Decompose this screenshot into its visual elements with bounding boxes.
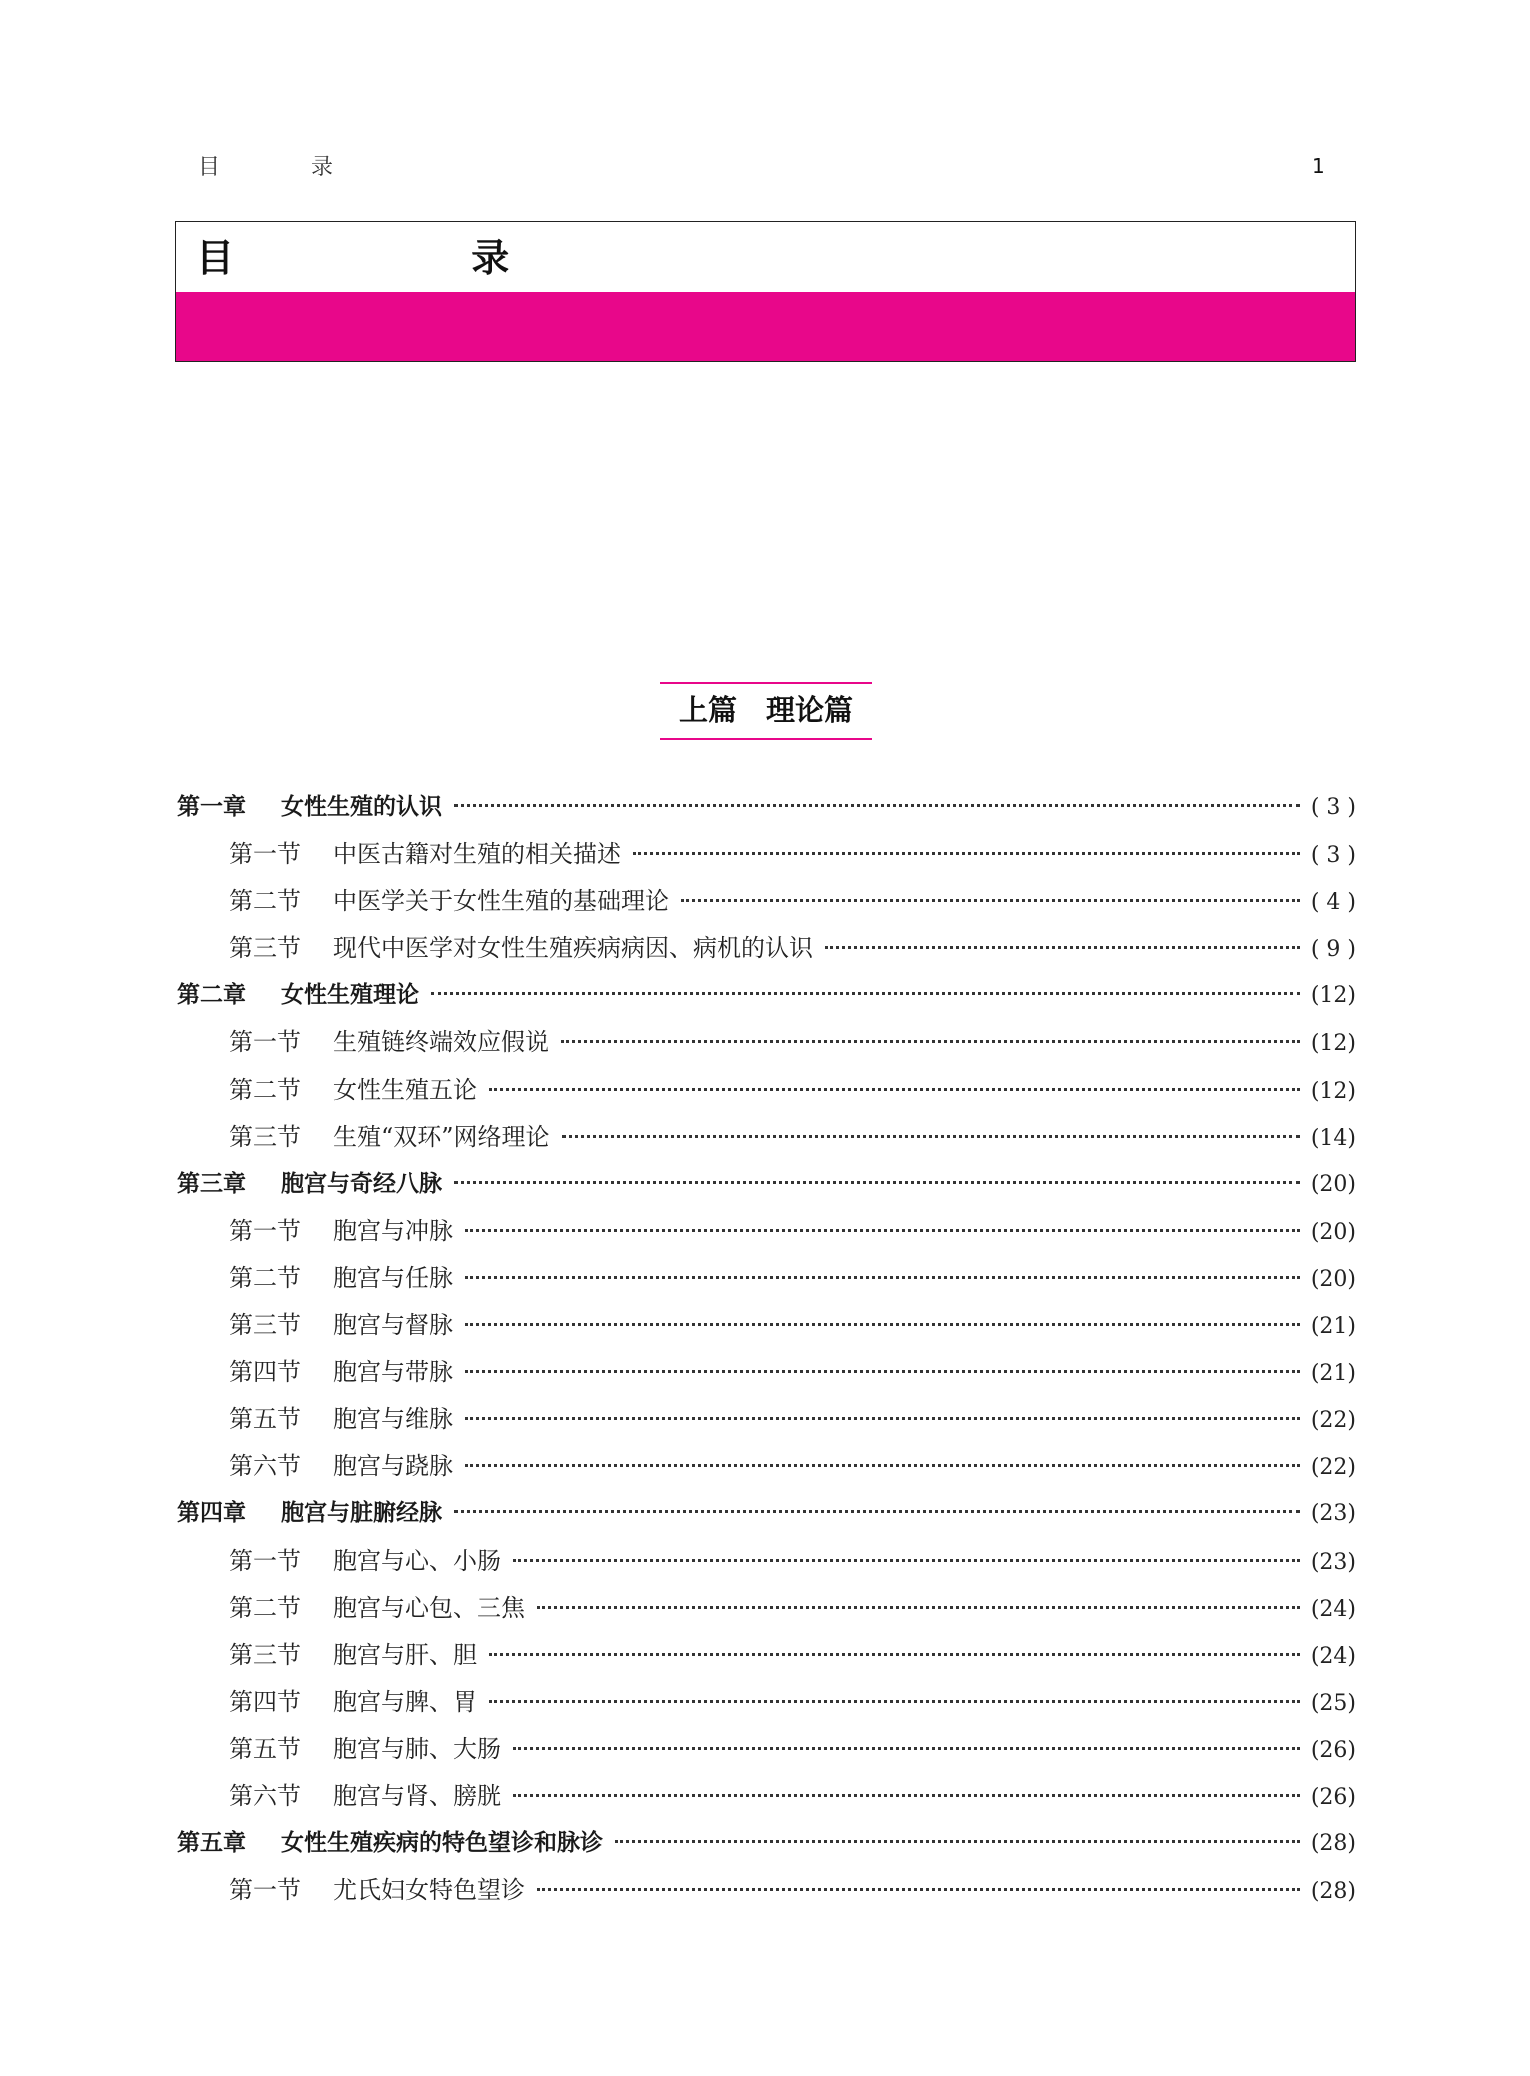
toc-entry-number: 第四章 (177, 1500, 246, 1527)
toc-entry-page: (12) (1310, 1031, 1356, 1057)
dot-leader (465, 1464, 1300, 1467)
dot-leader (454, 1510, 1300, 1513)
toc-entry-page: (12) (1310, 1078, 1356, 1104)
toc-entry-page: (14) (1310, 1125, 1356, 1151)
toc-chapter-entry[interactable] (177, 1820, 1356, 1867)
toc-entry-number: 第五节 (229, 1405, 301, 1434)
toc-section-entry[interactable] (177, 1632, 1356, 1679)
toc-section-entry[interactable] (177, 1867, 1356, 1914)
toc-entry-title: 尤氏妇女特色望诊 (333, 1876, 525, 1905)
toc-chapter-entry[interactable] (177, 784, 1356, 831)
toc-entry-number: 第三节 (229, 1122, 301, 1151)
dot-leader (489, 1088, 1300, 1091)
toc-entry-page: (22) (1310, 1408, 1356, 1434)
toc-entry-page: ( 3 ) (1310, 843, 1356, 869)
toc-section-entry[interactable] (177, 878, 1356, 925)
toc-section-entry[interactable] (177, 1585, 1356, 1632)
toc-entry-title: 现代中医学对女性生殖疾病病因、病机的认识 (333, 934, 813, 963)
toc-entry-number: 第三章 (177, 1170, 246, 1197)
toc-entry-title: 胞宫与肝、胆 (333, 1640, 477, 1669)
toc-entry-title: 胞宫与肺、大肠 (333, 1734, 501, 1763)
dot-leader (513, 1794, 1300, 1797)
title-color-band (176, 292, 1355, 361)
toc-section-entry[interactable] (177, 1726, 1356, 1773)
toc-entry-number: 第四节 (229, 1687, 301, 1716)
dot-leader (537, 1606, 1300, 1609)
toc-entry-page: (21) (1310, 1361, 1356, 1387)
toc-entry-number: 第四节 (229, 1358, 301, 1387)
toc-entry-number: 第一节 (229, 840, 301, 869)
toc-entry-title: 胞宫与任脉 (333, 1263, 453, 1292)
toc-section-entry[interactable] (177, 1019, 1356, 1066)
toc-section-entry[interactable] (177, 925, 1356, 972)
dot-leader (537, 1888, 1300, 1891)
dot-leader (633, 852, 1300, 855)
dot-leader (465, 1276, 1300, 1279)
toc-entry-page: (20) (1310, 1219, 1356, 1245)
toc-section-entry[interactable] (177, 1067, 1356, 1114)
toc-entry-title: 胞宫与心包、三焦 (333, 1593, 525, 1622)
toc-entry-number: 第一节 (229, 1876, 301, 1905)
dot-leader (489, 1700, 1300, 1703)
toc-entry-title: 胞宫与带脉 (333, 1358, 453, 1387)
toc-entry-number: 第一章 (177, 794, 246, 820)
dot-leader (454, 804, 1300, 807)
toc-entry-title: 女性生殖疾病的特色望诊和脉诊 (281, 1830, 603, 1857)
toc-section-entry[interactable] (177, 1396, 1356, 1443)
toc-entry-page: (25) (1310, 1690, 1356, 1716)
dot-leader (431, 992, 1300, 995)
toc-entry-title: 胞宫与心、小肠 (333, 1546, 501, 1575)
dot-leader (562, 1135, 1300, 1138)
dot-leader (561, 1040, 1300, 1043)
toc-section-entry[interactable] (177, 1114, 1356, 1161)
running-head-title: 目 录 (198, 155, 375, 180)
toc-entry-page: (28) (1310, 1831, 1356, 1857)
toc-entry-title: 胞宫与脾、胃 (333, 1687, 477, 1716)
toc-section-entry[interactable] (177, 1443, 1356, 1490)
toc-section-entry[interactable] (177, 831, 1356, 878)
toc-entry-number: 第三节 (229, 934, 301, 963)
toc-entry-number: 第五章 (177, 1830, 246, 1857)
dot-leader (513, 1747, 1300, 1750)
toc-entry-title: 女性生殖五论 (333, 1075, 477, 1104)
toc-entry-page: (24) (1310, 1596, 1356, 1622)
toc-entry-title: 胞宫与奇经八脉 (281, 1170, 442, 1197)
toc-entry-title: 胞宫与维脉 (333, 1405, 453, 1434)
toc-chapter-entry[interactable] (177, 1490, 1356, 1537)
toc-list (177, 784, 1356, 1914)
toc-entry-page: (22) (1310, 1455, 1356, 1481)
toc-entry-title: 胞宫与跷脉 (333, 1452, 453, 1481)
toc-entry-number: 第一节 (229, 1216, 301, 1245)
toc-section-entry[interactable] (177, 1538, 1356, 1585)
dot-leader (465, 1323, 1300, 1326)
dot-leader (489, 1653, 1300, 1656)
toc-entry-title: 胞宫与肾、膀胱 (333, 1781, 501, 1810)
toc-chapter-entry[interactable] (177, 972, 1356, 1019)
toc-section-entry[interactable] (177, 1208, 1356, 1255)
dot-leader (465, 1417, 1300, 1420)
toc-entry-number: 第二节 (229, 1593, 301, 1622)
toc-section-entry[interactable] (177, 1349, 1356, 1396)
toc-section-entry[interactable] (177, 1773, 1356, 1820)
toc-entry-page: (21) (1310, 1314, 1356, 1340)
toc-entry-page: ( 3 ) (1310, 795, 1356, 820)
toc-entry-page: (20) (1310, 1266, 1356, 1292)
toc-entry-number: 第二节 (229, 1263, 301, 1292)
toc-entry-number: 第五节 (229, 1734, 301, 1763)
toc-entry-number: 第六节 (229, 1781, 301, 1810)
toc-section-entry[interactable] (177, 1679, 1356, 1726)
toc-entry-number: 第二节 (229, 887, 301, 916)
toc-entry-title: 生殖链终端效应假说 (333, 1028, 549, 1057)
toc-entry-title: 女性生殖理论 (281, 982, 419, 1009)
toc-entry-title: 中医古籍对生殖的相关描述 (333, 840, 621, 869)
dot-leader (465, 1370, 1300, 1373)
part-title: 上篇 理论篇 (660, 688, 872, 740)
dot-leader (454, 1181, 1300, 1184)
toc-entry-number: 第二节 (229, 1075, 301, 1104)
toc-entry-page: (28) (1310, 1879, 1356, 1905)
dot-leader (681, 899, 1300, 902)
toc-entry-title: 女性生殖的认识 (281, 794, 442, 820)
dot-leader (465, 1229, 1300, 1232)
toc-entry-page: ( 9 ) (1310, 937, 1356, 963)
toc-entry-number: 第二章 (177, 982, 246, 1009)
toc-entry-title: 生殖“双环”网络理论 (333, 1122, 550, 1151)
toc-entry-page: (26) (1310, 1737, 1356, 1763)
toc-entry-page: ( 4 ) (1310, 890, 1356, 916)
toc-entry-title: 胞宫与脏腑经脉 (281, 1500, 442, 1527)
toc-entry-page: (26) (1310, 1784, 1356, 1810)
toc-entry-number: 第三节 (229, 1311, 301, 1340)
dot-leader (615, 1840, 1300, 1843)
page-number: 1 (1312, 154, 1325, 178)
dot-leader (513, 1559, 1300, 1562)
toc-entry-page: (23) (1310, 1501, 1356, 1527)
toc-entry-number: 第一节 (229, 1546, 301, 1575)
toc-entry-title: 中医学关于女性生殖的基础理论 (333, 887, 669, 916)
toc-entry-page: (23) (1310, 1549, 1356, 1575)
dot-leader (825, 946, 1300, 949)
toc-entry-number: 第三节 (229, 1640, 301, 1669)
toc-section-entry[interactable] (177, 1255, 1356, 1302)
toc-entry-title: 胞宫与督脉 (333, 1311, 453, 1340)
toc-title: 目 录 (196, 236, 622, 280)
toc-entry-page: (24) (1310, 1643, 1356, 1669)
toc-section-entry[interactable] (177, 1302, 1356, 1349)
toc-entry-page: (20) (1310, 1171, 1356, 1197)
toc-entry-page: (12) (1310, 983, 1356, 1009)
toc-entry-number: 第一节 (229, 1028, 301, 1057)
toc-title-box (175, 221, 1356, 362)
toc-entry-title: 胞宫与冲脉 (333, 1216, 453, 1245)
toc-chapter-entry[interactable] (177, 1161, 1356, 1208)
toc-entry-number: 第六节 (229, 1452, 301, 1481)
